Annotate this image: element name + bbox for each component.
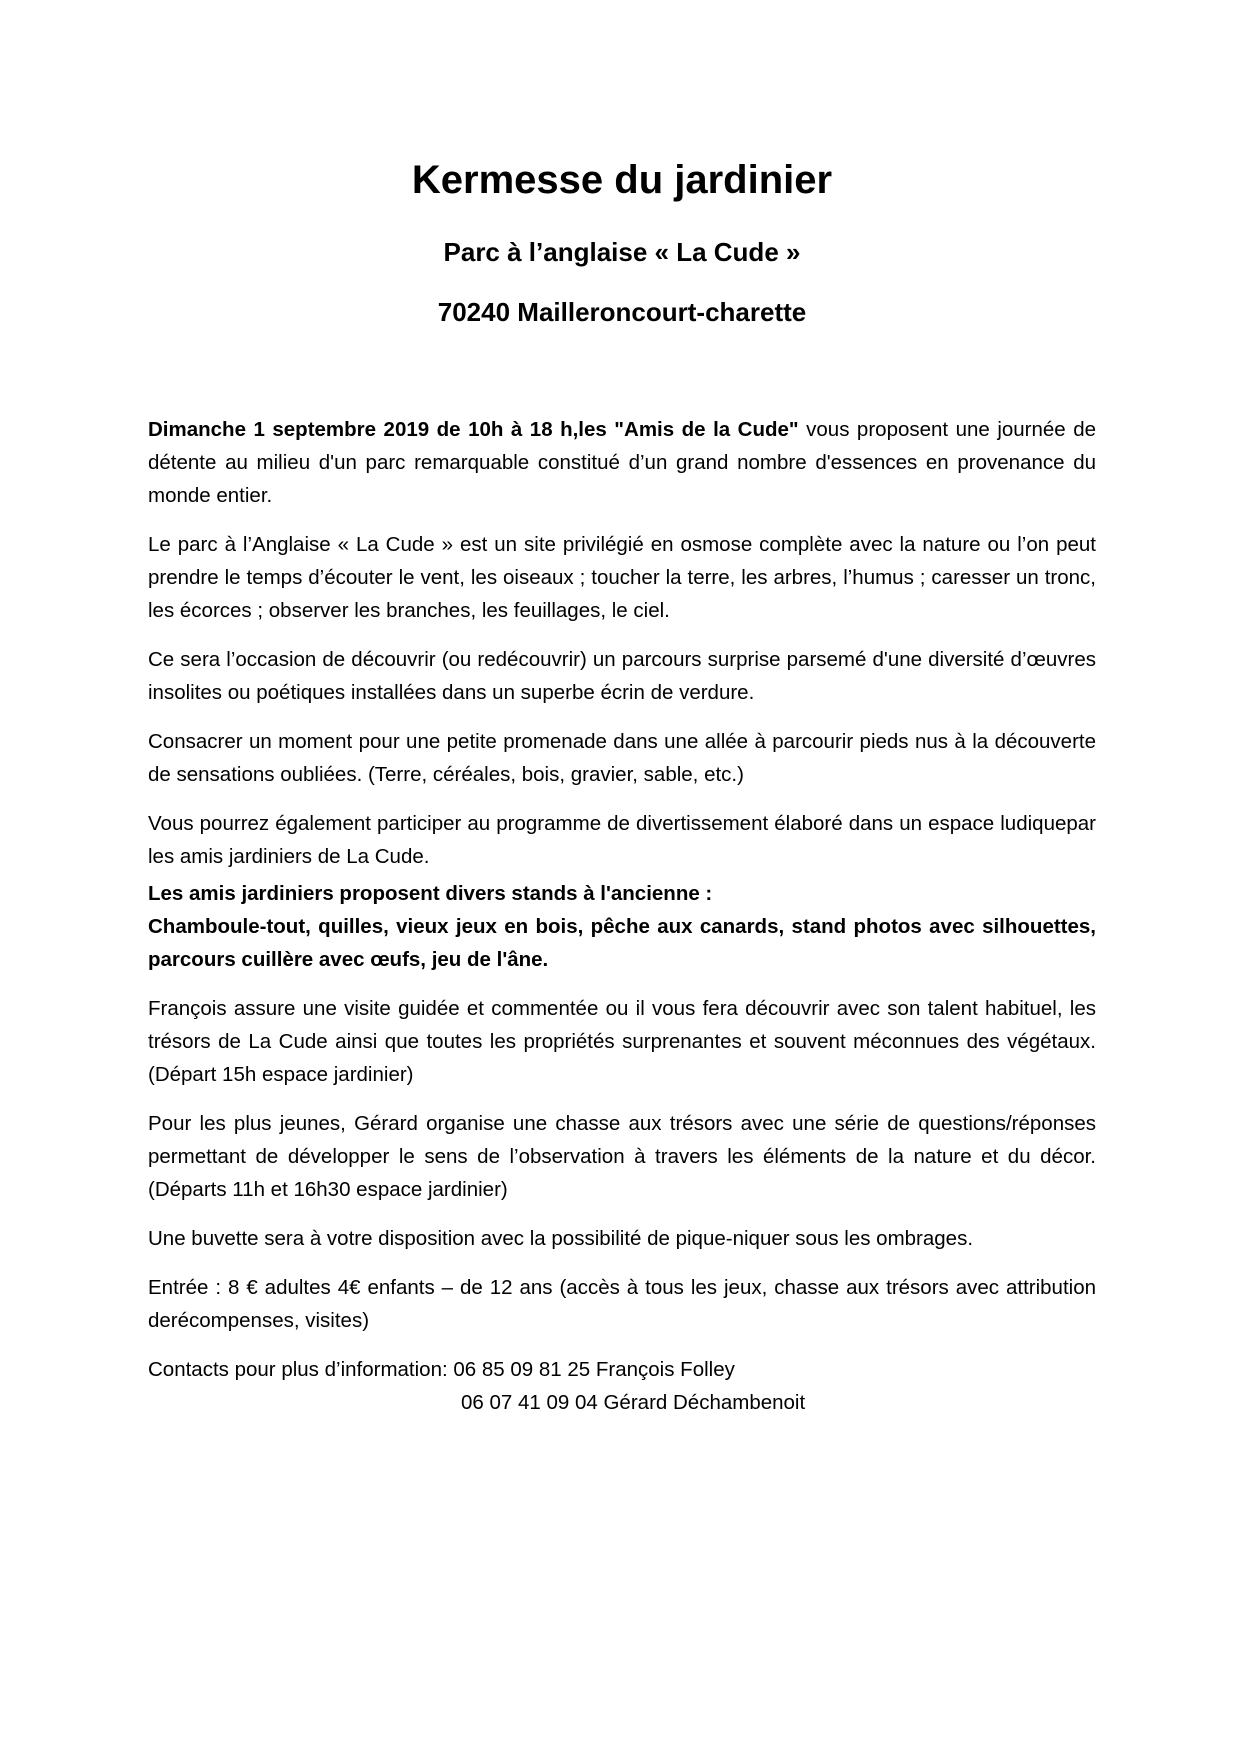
entertainment-paragraph: Vous pourrez également participer au programme de divertissement élaboré dans un espace ludiquepar les amis jardiniers de La Cude. <box>148 812 1096 868</box>
admission-paragraph: Entrée : 8 € adultes 4€ enfants – de 12 ans (accès à tous les jeux, chasse aux trésors avec attribution derécompenses, visites) <box>148 1276 1096 1332</box>
intro-date-bold: Dimanche 1 septembre 2019 de 10h à 18 h,les "Amis de la Cude" <box>148 418 799 441</box>
park-description-paragraph: Le parc à l’Anglaise « La Cude » est un site privilégié en osmose complète avec la nature ou l’on peut prendre le temps d’écouter le vent, les oiseaux ; toucher la terre, les arbres, l’humus ; caresser un tronc, les écorces ; observer les branches, les feuillages, le ciel. <box>148 533 1096 622</box>
page-title: Kermesse du jardinier <box>411 158 833 202</box>
contacts-section <box>148 1353 1096 1419</box>
barefoot-walk-paragraph: Consacrer un moment pour une petite promenade dans une allée à parcourir pieds nus à la découverte de sensations oubliées. (Terre, céréales, bois, gravier, sable, etc.) <box>148 730 1096 786</box>
contact-line-gerard: 06 07 41 09 04 Gérard Déchambenoit <box>461 1391 806 1414</box>
stands-heading: Les amis jardiniers proposent divers stands à l'ancienne : <box>148 882 713 905</box>
refreshments-paragraph: Une buvette sera à votre disposition avec la possibilité de pique-niquer sous les ombrages. <box>148 1227 974 1250</box>
contact-line-francois: Contacts pour plus d’information: 06 85 09 81 25 François Folley <box>148 1358 735 1381</box>
surprise-trail-paragraph: Ce sera l’occasion de découvrir (ou redécouvrir) un parcours surprise parsemé d'une diversité d’œuvres insolites ou poétiques installées dans un superbe écrin de verdure. <box>148 648 1096 704</box>
location-subtitle: 70240 Mailleroncourt-charette <box>437 297 807 327</box>
intro-paragraph <box>148 413 1096 512</box>
stands-list: Chamboule-tout, quilles, vieux jeux en bois, pêche aux canards, stand photos avec silhouettes, parcours cuillère avec œufs, jeu de l'âne. <box>148 915 1096 971</box>
venue-subtitle: Parc à l’anglaise « La Cude » <box>443 237 801 267</box>
treasure-hunt-paragraph: Pour les plus jeunes, Gérard organise une chasse aux trésors avec une série de questions/réponses permettant de développer le sens de l’observation à travers les éléments de la nature et du décor. (Départs 11h et 16h30 espace jardinier) <box>148 1112 1096 1201</box>
intro-text: vous proposent une journée de détente au milieu d'un parc remarquable constitué d’un grand nombre d'essences en provenance du monde entier. <box>148 418 1096 507</box>
guided-visit-paragraph: François assure une visite guidée et commentée ou il vous fera découvrir avec son talent habituel, les trésors de La Cude ainsi que toutes les propriétés surprenantes et souvent méconnues des végétaux. (Départ 15h espace jardinier) <box>148 997 1096 1086</box>
document-body <box>148 413 1096 1419</box>
stands-section <box>148 877 1096 976</box>
